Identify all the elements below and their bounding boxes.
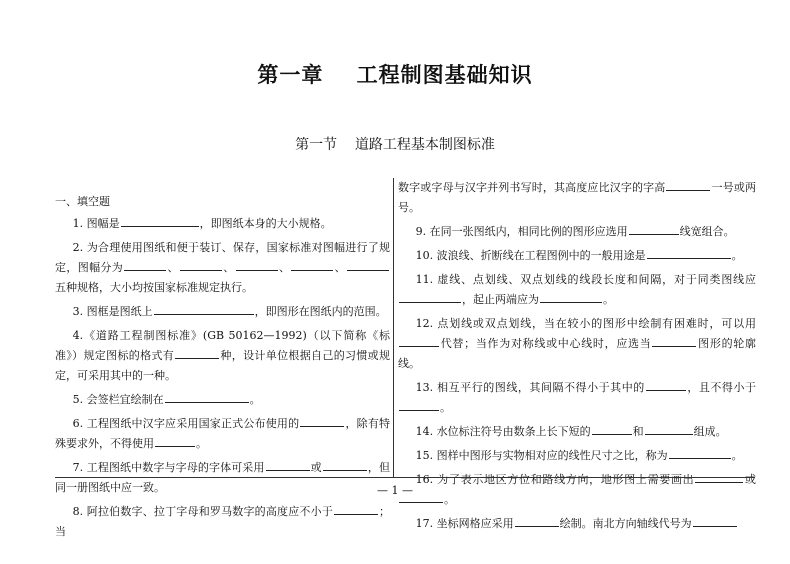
answer-blank[interactable] <box>124 258 166 271</box>
question-12: 12. 点划线或双点划线，当在较小的图形中绘制有困难时，可以用代替；当作为对称线或中心线时，应选当 图形的轮廓线。 <box>398 317 757 370</box>
column-divider <box>393 178 394 477</box>
answer-blank[interactable] <box>399 398 439 411</box>
question-15: 15. 图样中图形与实物相对应的线性尺寸之比，称为 。 <box>398 446 756 466</box>
answer-blank[interactable] <box>300 414 344 427</box>
question-3: 3. 图框是图纸上 ，即图形在图纸内的范围。 <box>55 302 390 322</box>
question-type-heading: 一、填空题 <box>55 195 110 208</box>
question-4: 4.《道路工程制图标准》(GB 50162—1992)（以下简称《标准》）规定图标的格式有 种，设计单位根据自己的习惯或规定，可采用其中的一种。 <box>55 329 391 382</box>
answer-blank[interactable] <box>291 258 333 271</box>
question-17: 17. 坐标网格应采用 绘制。南北方向轴线代号为 <box>398 514 756 534</box>
answer-blank[interactable] <box>155 434 195 447</box>
question-16: 16. 为了表示地区方位和路线方向，地形图上需要画出 或。 <box>398 470 756 510</box>
answer-blank[interactable] <box>347 258 389 271</box>
section-title: 第一节 道路工程基本制图标准 <box>295 137 495 153</box>
question-6: 6. 工程图纸中汉字应采用国家正式公布使用的 ，除有特殊要求外，不得使用 。 <box>55 414 390 454</box>
question-9: 9. 在同一张图纸内，相同比例的图形应选用 线宽组合。 <box>398 222 756 242</box>
question-2: 2. 为合理使用图纸和便于装订、保存，国家标准对图幅进行了规定，图幅分为 、 、 、 、五种规格，大小均按国家标准规定执行。 <box>55 241 390 294</box>
answer-blank[interactable] <box>666 178 710 191</box>
question-7: 7. 工程图纸中数字与字母的字体可采用 或 ，但同一册图纸中应一致。 <box>55 458 390 498</box>
answer-blank[interactable] <box>180 258 222 271</box>
answer-blank[interactable] <box>323 458 367 471</box>
answer-blank[interactable] <box>645 422 693 435</box>
question-5: 5. 会签栏宜绘制在 。 <box>55 390 390 410</box>
answer-blank[interactable] <box>399 334 439 347</box>
question-14: 14. 水位标注符号由数条上长下短的 和 组成。 <box>398 422 756 442</box>
answer-blank[interactable] <box>165 390 249 403</box>
answer-blank[interactable] <box>175 346 219 359</box>
question-10: 10. 波浪线、折断线在工程图例中的一般用途是 。 <box>398 246 756 266</box>
answer-blank[interactable] <box>334 502 378 515</box>
question-1: 1. 图幅是 ，即图纸本身的大小规格。 <box>55 214 390 234</box>
answer-blank[interactable] <box>629 222 679 235</box>
answer-blank[interactable] <box>592 422 632 435</box>
answer-blank[interactable] <box>236 258 278 271</box>
answer-blank[interactable] <box>399 290 461 303</box>
answer-blank[interactable] <box>121 214 199 227</box>
question-11: 11. 虚线、点划线、双点划线的线段长度和间隔，对于同类图线应，起止两端应为 。 <box>398 270 756 310</box>
answer-blank[interactable] <box>266 458 310 471</box>
question-13: 13. 相互平行的图线，其间隔不得小于其中的 ，且不得小于。 <box>398 378 756 418</box>
answer-blank[interactable] <box>540 290 602 303</box>
question-8: 8. 阿拉伯数字、拉丁字母和罗马数字的高度应不小于 ；当 <box>55 502 390 542</box>
answer-blank[interactable] <box>515 514 559 527</box>
page-number: — 1 — <box>377 484 413 497</box>
answer-blank[interactable] <box>652 334 696 347</box>
answer-blank[interactable] <box>693 514 737 527</box>
question-8-continued: 数字或字母与汉字并列书写时，其高度应比汉字的字高 一号或两号。 <box>398 178 756 218</box>
bottom-rule <box>55 477 755 478</box>
chapter-title: 第一章 工程制图基础知识 <box>257 63 533 87</box>
answer-blank[interactable] <box>646 378 686 391</box>
answer-blank[interactable] <box>154 302 254 315</box>
answer-blank[interactable] <box>647 246 731 259</box>
answer-blank[interactable] <box>669 446 731 459</box>
